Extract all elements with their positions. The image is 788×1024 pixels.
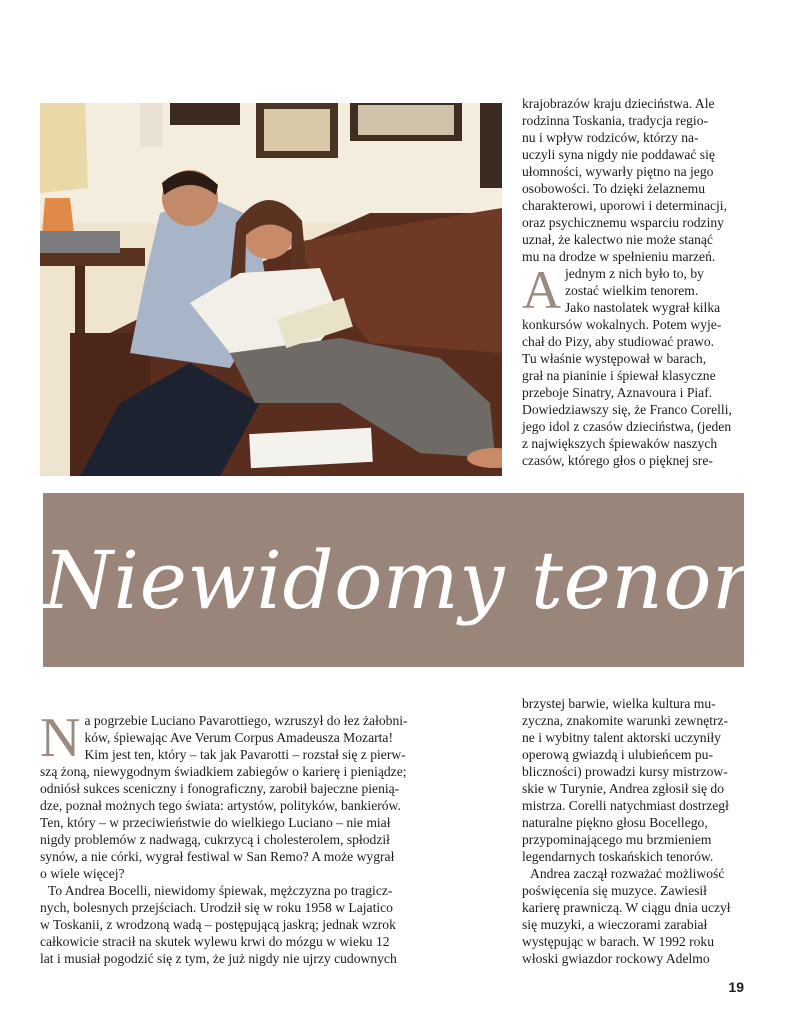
text-line: całkowicie stracił na skutek wylewu krwi do mózgu w wieku 12 xyxy=(40,934,390,949)
dropcap-paragraph xyxy=(40,707,430,769)
text-line: przypominającego mu brzmieniem xyxy=(522,832,712,847)
dropcap-letter: A xyxy=(522,260,561,320)
text-line: rodzinna Toskania, tradycja regio- xyxy=(522,113,709,128)
text-line: synów, a nie córki, wygrał festiwal w San Remo? A może wygrał xyxy=(40,849,395,864)
title-banner xyxy=(43,493,751,667)
couple-on-sofa-photo xyxy=(40,103,502,476)
text-line: dze, poznał możnych tego świata: artystów, polityków, bankierów. xyxy=(40,798,401,813)
article-photo xyxy=(40,103,502,476)
text-line: Tu właśnie występował w barach, xyxy=(522,351,707,366)
text-line: brzystej barwie, wielka kultura mu- xyxy=(522,696,716,711)
text-line: o wiele więcej? xyxy=(40,866,125,881)
page-number: 19 xyxy=(728,979,744,995)
text-line: poświęcenia się muzyce. Zawiesił xyxy=(522,883,707,898)
text-line: a pogrzebie Luciano Pavarottiego, wzruszył do łez żałobni- xyxy=(84,713,408,728)
text-line: skie w Turynie, Andrea zgłosił się do xyxy=(522,781,725,796)
text-line: uznał, że kalectwo nie może stanąć xyxy=(522,232,713,247)
text-line: odniósł sukces sceniczny i fonograficzny, zarobił bajeczne pienią- xyxy=(40,781,400,796)
text-line: jednym z nich było to, by xyxy=(565,266,704,281)
text-line: występując w barach. W 1992 roku xyxy=(522,934,715,949)
text-line: osobowości. To dzięki żelaznemu xyxy=(522,181,706,196)
text-line: z największych śpiewaków naszych xyxy=(522,436,718,451)
text-line: się muzyki, a wieczorami zarabiał xyxy=(522,917,708,932)
text-line: w Toskanii, z wrodzoną wadą – postępującą jaskrą; jednak wzrok xyxy=(40,917,396,932)
text-line: uczyli syna nigdy nie poddawać się xyxy=(522,147,715,162)
text-line: Jako nastolatek wygrał kilka xyxy=(565,300,721,315)
text-line: włoski gwiazdor rockowy Adelmo xyxy=(522,951,710,966)
text-line: karierę prawniczą. W ciągu dnia uczył xyxy=(522,900,731,915)
text-line: szą żoną, niewygodnym świadkiem zabiegów o karierę i pieniądze; xyxy=(40,764,407,779)
text-line: Dowiedziawszy się, że Franco Corelli, xyxy=(522,402,732,417)
dropcap-paragraph xyxy=(522,260,744,320)
text-line: grał na pianinie i śpiewał klasyczne xyxy=(522,368,716,383)
text-line: bliczności) prowadzi kursy mistrzow- xyxy=(522,764,728,779)
text-line: Andrea zaczął rozważać możliwość xyxy=(530,866,725,881)
text-line: konkursów wokalnych. Potem wyje- xyxy=(522,317,722,332)
text-line: jego idol z czasów dzieciństwa, (jeden xyxy=(522,419,732,434)
text-line: operową gwiazdą i ulubieńcem pu- xyxy=(522,747,713,762)
text-line: chał do Pizy, aby studiować prawo. xyxy=(522,334,715,349)
text-line: mistrza. Corelli natychmiast dostrzegł xyxy=(522,798,729,813)
text-line: Ten, który – w przeciwieństwie do wielkiego Luciano – nie miał xyxy=(40,815,391,830)
text-line: mu na drodze w spełnieniu marzeń. xyxy=(522,249,716,264)
text-line: zostać wielkim tenorem. xyxy=(565,283,699,298)
article-title: Niewidomy tenor xyxy=(43,534,751,627)
text-line: charakterowi, uporowi i determinacji, xyxy=(522,198,727,213)
bottom-right-text-column xyxy=(522,695,744,967)
bottom-left-text-column xyxy=(40,707,430,967)
text-line: zyczna, znakomite warunki zewnętrz- xyxy=(522,713,729,728)
text-line: Kim jest ten, który – tak jak Pavarotti – rozstał się z pierw- xyxy=(84,747,406,762)
text-line: ków, śpiewając Ave Verum Corpus Amadeusza Mozarta! xyxy=(84,730,393,745)
text-line: nych, bolesnych przejściach. Urodził się w roku 1958 w Lajatico xyxy=(40,900,393,915)
text-line: ne i wybitny talent aktorski uczyniły xyxy=(522,730,721,745)
text-line: naturalne piękno głosu Bocellego, xyxy=(522,815,708,830)
dropcap-letter: N xyxy=(40,707,81,769)
text-line: krajobrazów kraju dzieciństwa. Ale xyxy=(522,96,715,111)
top-text-column xyxy=(522,95,744,469)
text-line: nigdy problemów z nadwagą, cukrzycą i cholesterolem, spłodził xyxy=(40,832,390,847)
text-line: nu i wpływ rodziców, którzy na- xyxy=(522,130,699,145)
text-line: czasów, którego głos o pięknej sre- xyxy=(522,453,713,468)
text-line: lat i musiał pogodzić się z tym, że już nigdy nie ujrzy cudownych xyxy=(40,951,397,966)
text-line: ułomności, wywarły piętno na jego xyxy=(522,164,714,179)
text-line: przeboje Sinatry, Aznavoura i Piaf. xyxy=(522,385,713,400)
text-line: oraz psychicznemu wsparciu rodziny xyxy=(522,215,724,230)
text-line: To Andrea Bocelli, niewidomy śpiewak, mężczyzna po tragicz- xyxy=(48,883,393,898)
text-line: legendarnych toskańskich tenorów. xyxy=(522,849,714,864)
